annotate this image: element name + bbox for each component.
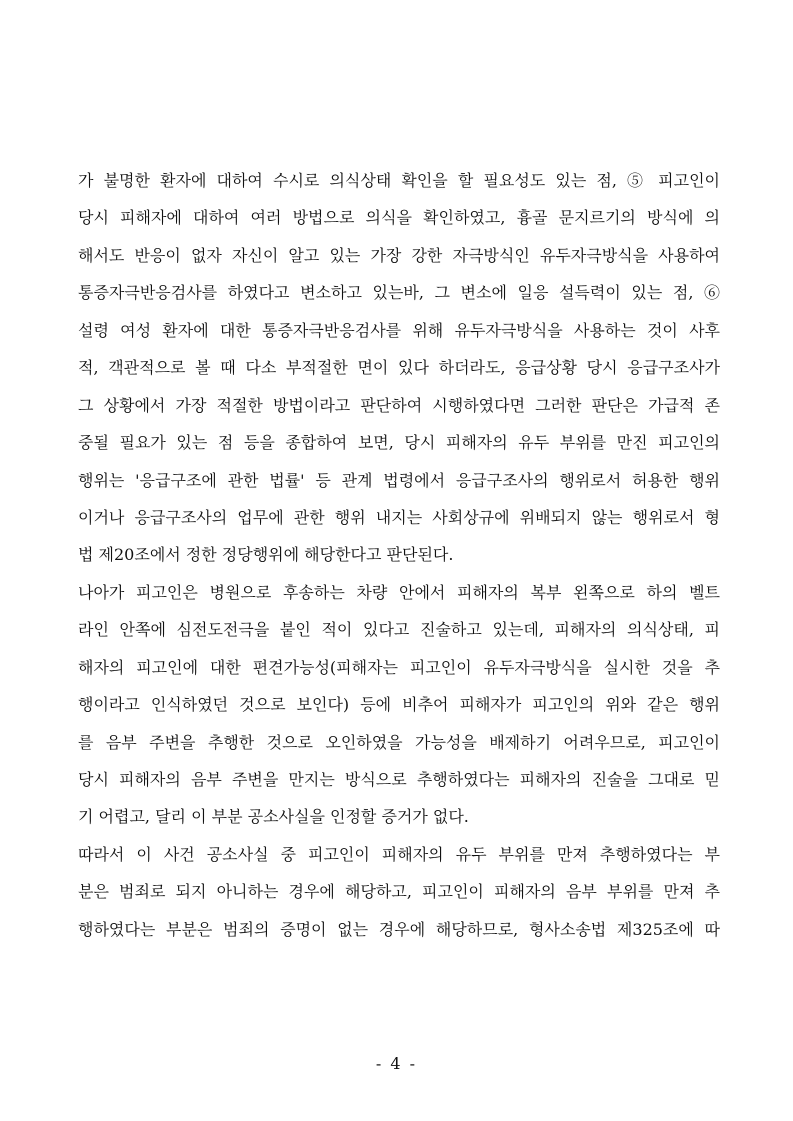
text-line: 해서도 반응이 없자 자신이 알고 있는 가장 강한 자극방식인 유두자극방식을 사용하여 [78,245,720,265]
body-text [78,162,720,948]
text-line: 행위는 '응급구조에 관한 법률' 등 관계 법령에서 응급구조사의 행위로서 허용한 행위 [78,470,720,490]
text-line: 적, 객관적으로 볼 때 다소 부적절한 면이 있다 하더라도, 응급상황 당시 응급구조사가 [78,358,720,378]
text-line: 그 상황에서 가장 적절한 방법이라고 판단하여 시행하였다면 그러한 판단은 가급적 존 [78,395,720,415]
text-line: 라인 안쪽에 심전도전극을 붙인 적이 있다고 진술하고 있는데, 피해자의 의식상태, 피 [78,620,720,640]
text-line: 를 음부 주변을 추행한 것으로 오인하였을 가능성을 배제하기 어려우므로, 피고인이 [78,732,720,752]
text-line: 통증자극반응검사를 하였다고 변소하고 있는바, 그 변소에 일응 설득력이 있는 점, ⑥ [78,283,720,303]
text-line: 나아가 피고인은 병원으로 후송하는 차량 안에서 피해자의 복부 왼쪽으로 하의 벨트 [78,582,720,602]
text-line: 당시 피해자에 대하여 여러 방법으로 의식을 확인하였고, 흉골 문지르기의 방식에 의 [78,208,720,228]
text-line: 가 불명한 환자에 대하여 수시로 의식상태 확인을 할 필요성도 있는 점, ⑤ 피고인이 [78,171,720,190]
text-line: 이거나 응급구조사의 업무에 관한 행위 내지는 사회상규에 위배되지 않는 행위로서 형 [78,507,720,527]
text-line: 따라서 이 사건 공소사실 중 피고인이 피해자의 유두 부위를 만져 추행하였다는 부 [78,844,720,864]
paragraph-end-line: 법 제20조에서 정한 정당행위에 해당한다고 판단된다. [78,545,454,565]
text-line: 행하였다는 부분은 범죄의 증명이 없는 경우에 해당하므로, 형사소송법 제325조에 따 [78,919,720,939]
paragraph-end-line: 기 어렵고, 달리 이 부분 공소사실을 인정할 증거가 없다. [78,807,469,827]
text-line: 해자의 피고인에 대한 편견가능성(피해자는 피고인이 유두자극방식을 실시한 것을 추 [78,657,720,677]
page-number: - 4 - [375,1054,418,1073]
text-line: 설령 여성 환자에 대한 통증자극반응검사를 위해 유두자극방식을 사용하는 것이 사후 [78,320,720,340]
text-line: 당시 피해자의 음부 주변을 만지는 방식으로 추행하였다는 피해자의 진술을 그대로 믿 [78,770,720,789]
text-line: 중될 필요가 있는 점 등을 종합하여 보면, 당시 피해자의 유두 부위를 만진 피고인의 [78,433,720,453]
text-line: 분은 범죄로 되지 아니하는 경우에 해당하고, 피고인이 피해자의 음부 부위를 만져 추 [78,882,720,902]
text-line: 행이라고 인식하였던 것으로 보인다) 등에 비추어 피해자가 피고인의 위와 같은 행위 [78,695,720,715]
